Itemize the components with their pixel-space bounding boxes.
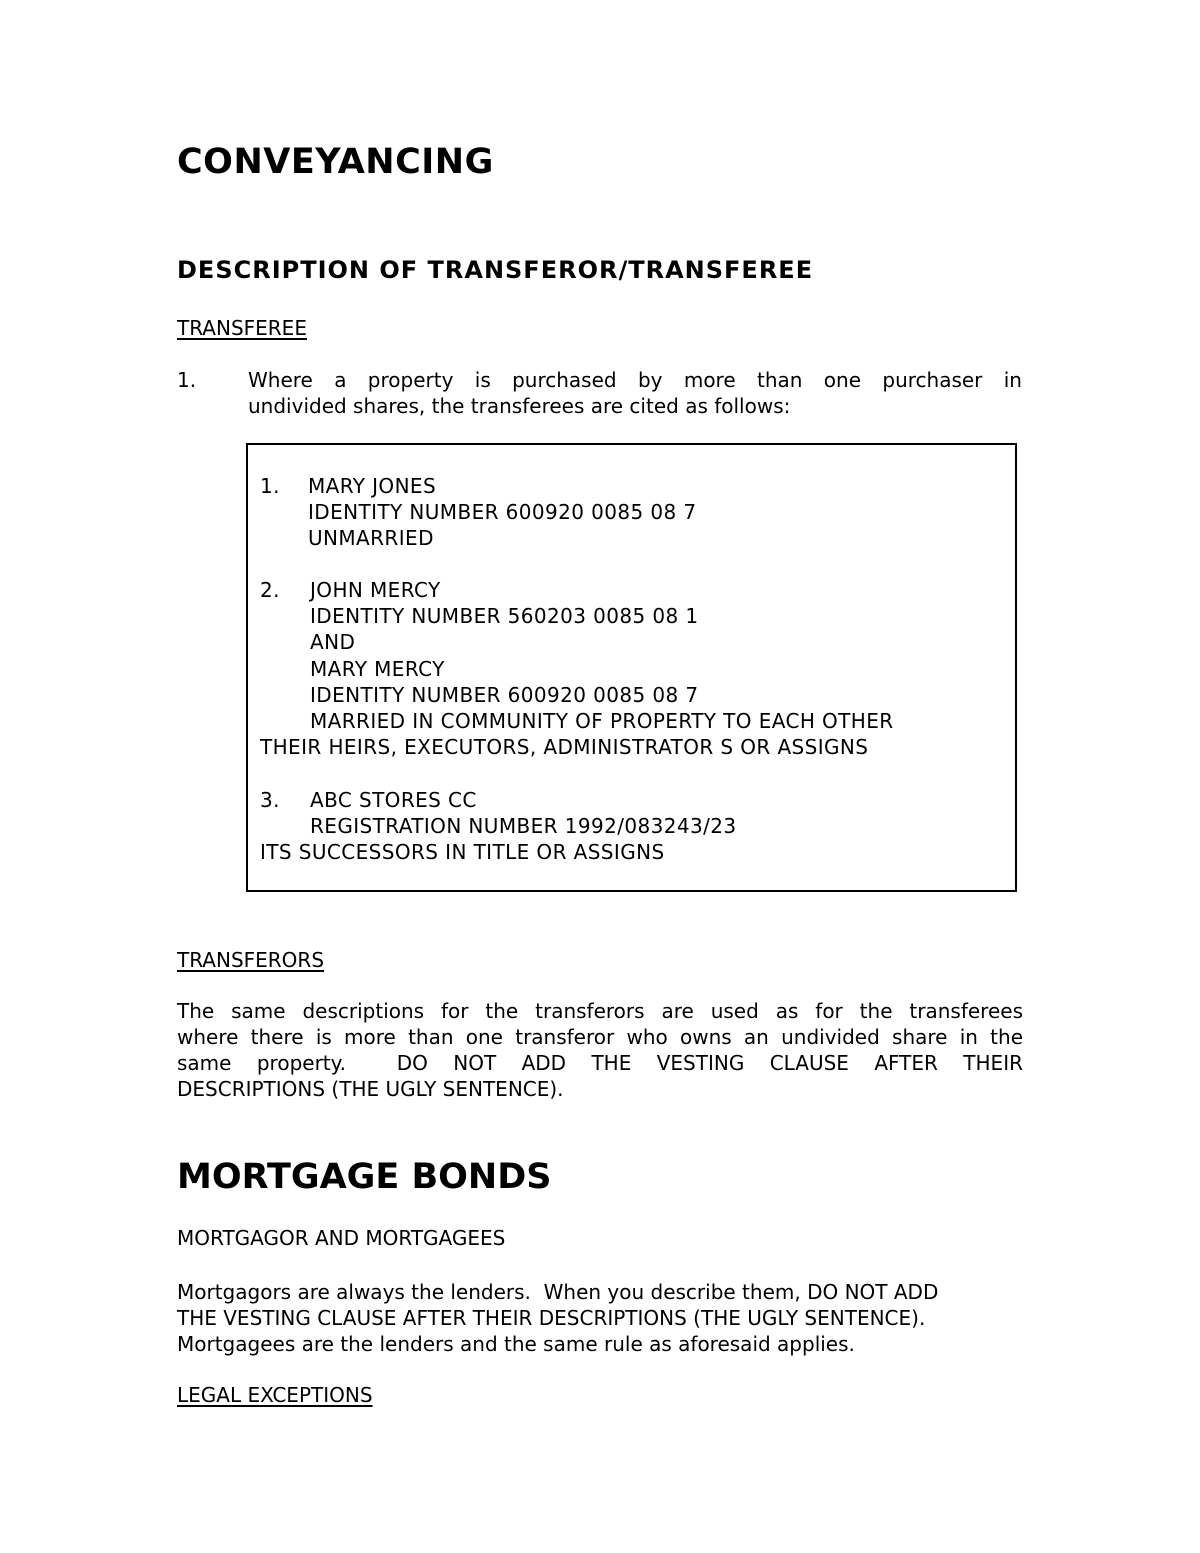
mortgage-paragraph <box>177 1279 1023 1357</box>
citation-entry <box>260 473 697 552</box>
list-item-line: Where a property is purchased by more than one purchaser in <box>248 368 1022 392</box>
section-heading: DESCRIPTION OF TRANSFEROR/TRANSFEREE <box>177 256 814 284</box>
entry-line: MARRIED IN COMMUNITY OF PROPERTY TO EACH OTHER <box>310 709 894 734</box>
entry-line: JOHN MERCY <box>310 578 441 602</box>
transferee-label: TRANSFEREE <box>177 316 307 340</box>
entry-line: REGISTRATION NUMBER 1992/083243/23 <box>310 814 737 839</box>
entry-line: UNMARRIED <box>308 526 434 551</box>
entry-line: ABC STORES CC <box>310 788 477 812</box>
mortgage-subheading: MORTGAGOR AND MORTGAGEES <box>177 1226 506 1250</box>
legal-exceptions-label: LEGAL EXCEPTIONS <box>177 1383 373 1407</box>
citation-entry <box>260 787 1010 866</box>
entry-line: IDENTITY NUMBER 560203 0085 08 1 <box>310 604 699 629</box>
list-number: 1. <box>177 368 197 392</box>
entry-number: 3. <box>260 788 280 812</box>
entry-tail: ITS SUCCESSORS IN TITLE OR ASSIGNS <box>260 840 665 865</box>
paragraph-line: DESCRIPTIONS (THE UGLY SENTENCE). <box>177 1077 564 1101</box>
transferee-citation-box <box>246 443 1017 892</box>
entry-tail: THEIR HEIRS, EXECUTORS, ADMINISTRATOR S OR ASSIGNS <box>260 735 869 760</box>
page-title: CONVEYANCING <box>177 142 494 182</box>
paragraph-line: Mortgagors are always the lenders. When you describe them, DO NOT ADD <box>177 1280 939 1304</box>
paragraph-line: The same descriptions for the transferors are used as for the transferees <box>177 999 1023 1023</box>
entry-line: MARY MERCY <box>310 656 445 681</box>
citation-entry <box>260 577 1010 760</box>
list-item-line: undivided shares, the transferees are cited as follows: <box>248 394 791 418</box>
transferors-label: TRANSFERORS <box>177 948 325 972</box>
entry-line: MARY JONES <box>308 474 437 498</box>
entry-line: IDENTITY NUMBER 600920 0085 08 7 <box>310 682 699 707</box>
paragraph-line: same property. DO NOT ADD THE VESTING CLAUSE AFTER THEIR <box>177 1051 1023 1075</box>
entry-number: 2. <box>260 578 280 602</box>
transferors-paragraph <box>177 998 1023 1102</box>
entry-number: 1. <box>260 474 280 498</box>
entry-line: AND <box>310 630 356 655</box>
section-title: MORTGAGE BONDS <box>177 1157 552 1197</box>
list-item-text <box>248 367 1022 419</box>
entry-line: IDENTITY NUMBER 600920 0085 08 7 <box>308 500 697 525</box>
paragraph-line: where there is more than one transferor who owns an undivided share in the <box>177 1025 1023 1049</box>
paragraph-line: THE VESTING CLAUSE AFTER THEIR DESCRIPTIONS (THE UGLY SENTENCE). <box>177 1306 926 1330</box>
paragraph-line: Mortgagees are the lenders and the same rule as aforesaid applies. <box>177 1332 855 1356</box>
